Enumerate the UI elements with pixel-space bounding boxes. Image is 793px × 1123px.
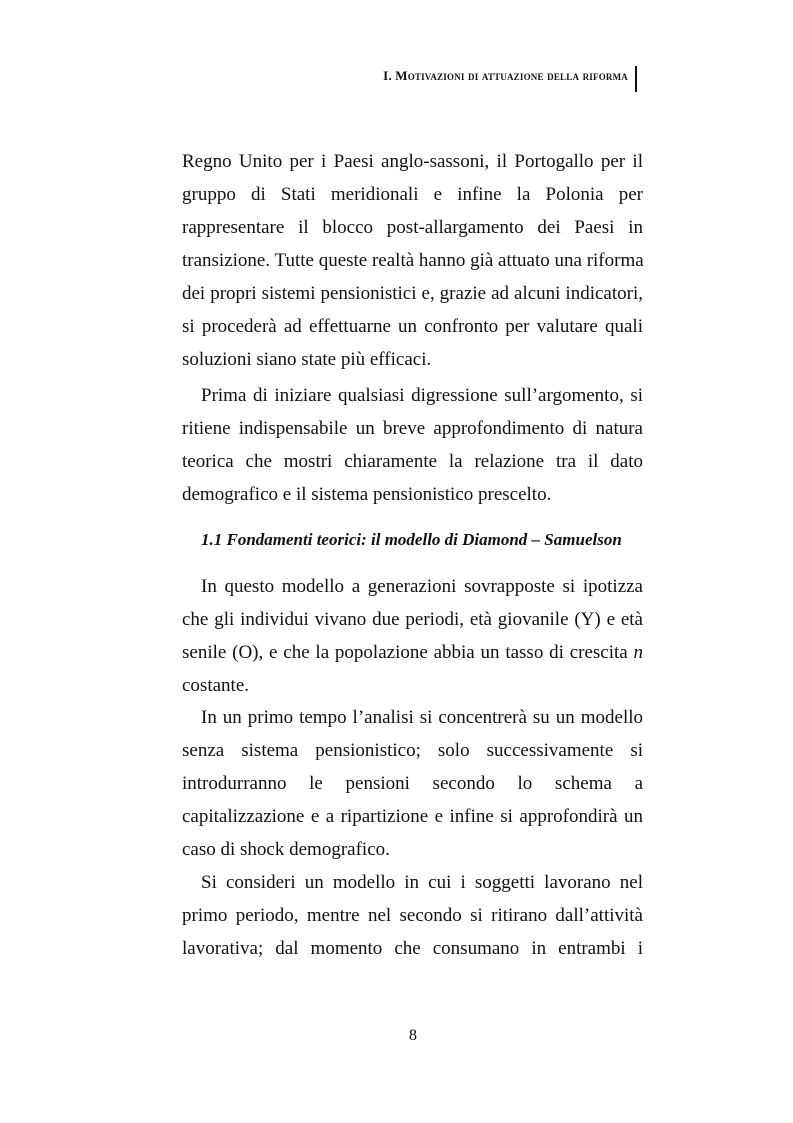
paragraph-line: Si consideri un modello in cui i soggetti lavorano nel: [201, 872, 643, 893]
paragraph-line: gruppo di Stati meridionali e infine la Polonia per: [182, 184, 643, 205]
paragraph-line: demografico e il sistema pensionistico prescelto.: [182, 484, 552, 505]
paragraph-line: Prima di iniziare qualsiasi digressione sull’argomento, si: [201, 385, 643, 406]
paragraph-line: ritiene indispensabile un breve approfondimento di natura: [182, 418, 643, 439]
paragraph-line: dei propri sistemi pensionistici e, grazie ad alcuni indicatori,: [182, 283, 643, 304]
paragraph-line: costante.: [182, 675, 250, 696]
paragraph-line: transizione. Tutte queste realtà hanno già attuato una riforma: [182, 250, 644, 271]
paragraph-line: In un primo tempo l’analisi si concentrerà su un modello: [201, 707, 643, 728]
paragraph-line: caso di shock demografico.: [182, 839, 390, 860]
paragraph-line: primo periodo, mentre nel secondo si ritirano dall’attività: [182, 905, 643, 926]
paragraph-line: soluzioni siano state più efficaci.: [182, 349, 432, 370]
paragraph-line: si procederà ad effettuarne un confronto per valutare quali: [182, 316, 643, 337]
header-rule: [635, 66, 637, 92]
paragraph-line: senza sistema pensionistico; solo successivamente si: [182, 740, 643, 761]
section-heading: 1.1 Fondamenti teorici: il modello di Diamond – Samuelson: [201, 530, 622, 549]
paragraph-line: introdurranno le pensioni secondo lo schema a: [182, 773, 643, 794]
paragraph-line: [182, 642, 643, 664]
paragraph-line: Regno Unito per i Paesi anglo-sassoni, il Portogallo per il: [182, 151, 643, 172]
paragraph-line: teorica che mostri chiaramente la relazione tra il dato: [182, 451, 643, 472]
paragraph-line-text: senile (O), e che la popolazione abbia un tasso di crescita: [182, 642, 628, 663]
paragraph-line: In questo modello a generazioni sovrapposte si ipotizza: [201, 576, 643, 597]
page-number: 8: [409, 1027, 417, 1044]
paragraph-line: rappresentare il blocco post-allargamento dei Paesi in: [182, 217, 643, 238]
running-header: I. Motivazioni di attuazione della riforma: [383, 68, 628, 83]
growth-rate-variable: n: [633, 642, 643, 663]
paragraph-line: capitalizzazione e a ripartizione e infine si approfondirà un: [182, 806, 643, 827]
paragraph-line: che gli individui vivano due periodi, età giovanile (Y) e età: [182, 609, 643, 630]
paragraph-line: lavorativa; dal momento che consumano in entrambi i: [182, 938, 643, 959]
